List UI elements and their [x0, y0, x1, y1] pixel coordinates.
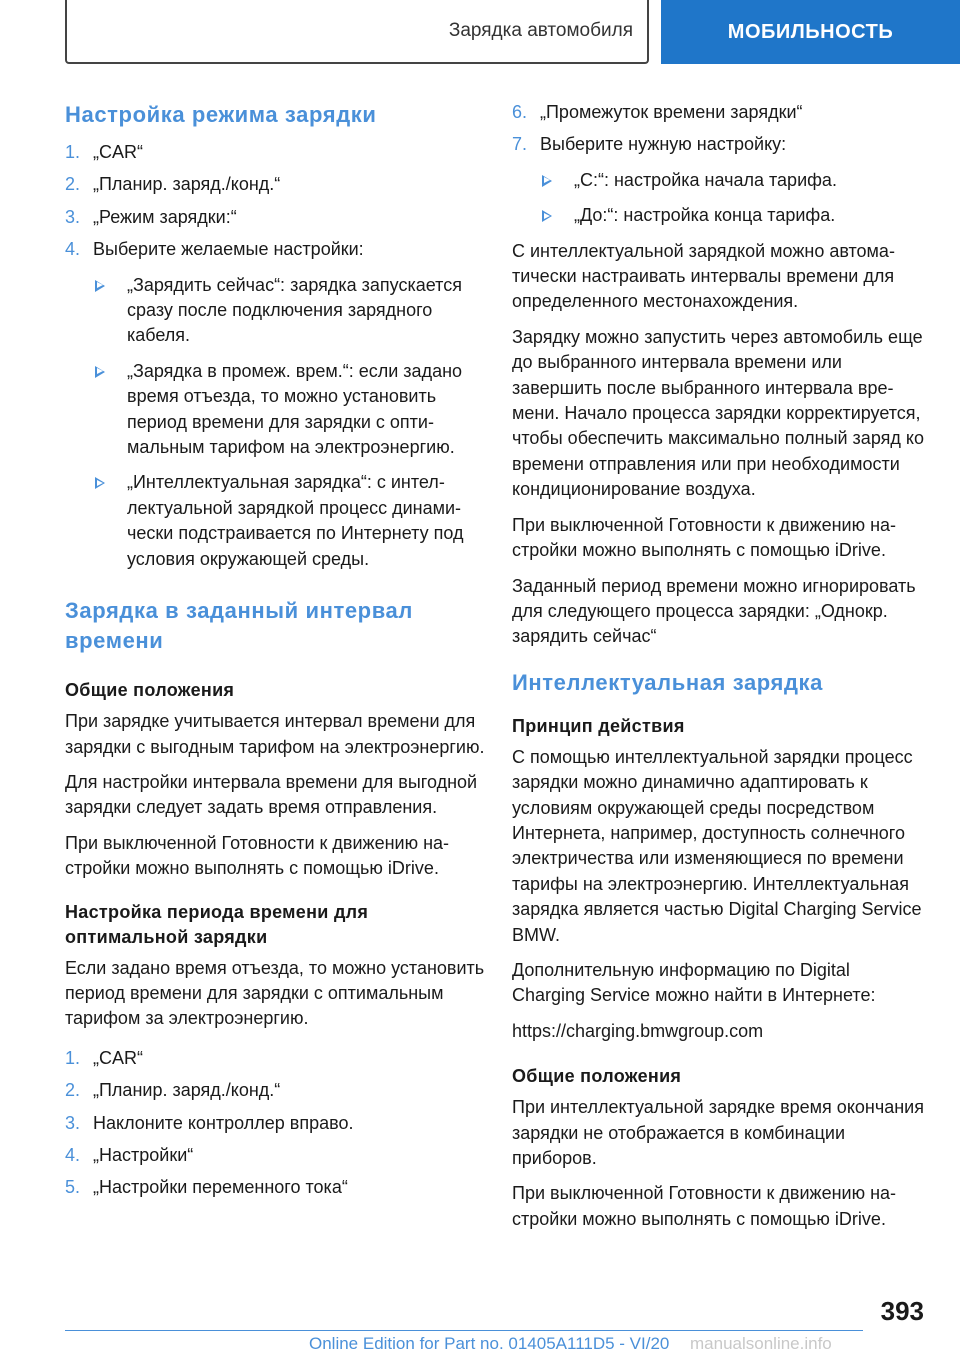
list-text: „Настройки переменного тока“	[93, 1177, 348, 1198]
paragraph: Дополнительную информацию по Digital Charging Service можно найти в Интернете:	[512, 959, 876, 1006]
paragraph: Зарядку можно запустить через автомобиль еще до выбранного интервала времени или завершить после выбранного интервала времени. Начало процесса зарядки корректируется, чтобы обеспечить максимально полный заряд ко времени отправления или при необходимости кондиционирование воздуха.	[512, 326, 924, 500]
list-text: Выберите желаемые настройки:	[93, 239, 364, 260]
right-column	[512, 100, 924, 1242]
list-item	[65, 1175, 485, 1200]
list-number: 1.	[65, 142, 81, 162]
option-text: „Интеллектуальная зарядка“: с интеллектуальной зарядкой процесс динамически подстраивается по Интернету под условия окружающей среды.	[127, 472, 464, 569]
triangle-bullet-icon	[542, 175, 552, 187]
paragraph: С интеллектуальной зарядкой можно автоматически настраивать интервалы времени для определенного местонахождения.	[512, 240, 895, 312]
list-item	[65, 1143, 485, 1168]
option-text: „До:“: настройка конца тарифа.	[574, 205, 836, 226]
list-text: „Промежуток времени зарядки“	[540, 102, 803, 122]
header-chapter-title: МОБИЛЬНОСТЬ	[727, 20, 894, 43]
triangle-bullet-icon	[95, 366, 105, 378]
list-text: „Режим зарядки:“	[93, 206, 237, 227]
subheading-principle: Принцип действия	[512, 715, 685, 736]
subheading-general: Общие положения	[65, 680, 235, 701]
list-item	[65, 140, 485, 165]
paragraph: Заданный период времени можно игнорировать для следующего процесса зарядки: „Однокр. зарядить сейчас“	[512, 575, 916, 647]
list-number: 3.	[65, 1112, 81, 1133]
options-list-1	[65, 273, 485, 572]
list-text: „CAR“	[93, 142, 143, 162]
list-text: „Планир. заряд./конд.“	[93, 174, 281, 195]
list-text: Наклоните контроллер вправо.	[93, 1112, 354, 1133]
list-item	[512, 100, 924, 125]
list-item	[65, 1046, 485, 1071]
list-text: „Планир. заряд./конд.“	[93, 1080, 281, 1101]
list-number: 5.	[65, 1177, 81, 1198]
list-item	[65, 237, 485, 262]
paragraph: При зарядке учитывается интервал времени для зарядки с выгодным тарифом на электроэнергию.	[65, 711, 485, 757]
list-item	[65, 1078, 485, 1103]
page-number: 393	[880, 1296, 924, 1326]
list-text: „CAR“	[93, 1047, 143, 1068]
option-item	[512, 168, 924, 193]
triangle-bullet-icon	[95, 280, 105, 292]
paragraph: Если задано время отъезда, то можно установить период времени для зарядки с оптимальным тарифом за электроэнергию.	[65, 957, 485, 1029]
heading-smart-charging: Интеллектуальная зарядка	[512, 669, 823, 695]
paragraph: Для настройки интервала времени для выгодной зарядки следует задать время отправления.	[65, 771, 478, 818]
list-number: 1.	[65, 1047, 81, 1068]
option-item	[512, 203, 924, 228]
triangle-bullet-icon	[542, 210, 552, 222]
footer-divider	[65, 1330, 863, 1331]
header-chapter-tab	[661, 0, 960, 64]
option-text: „Зарядка в промеж. врем.“: если задано время отъезда, то можно установить период времени для зарядки с оптимальным тарифом на электроэнергию.	[127, 360, 463, 458]
list-text: „Настройки“	[93, 1144, 194, 1165]
option-text: „С:“: настройка начала тарифа.	[574, 169, 837, 190]
list-number: 4.	[65, 1144, 81, 1165]
list-number: 4.	[65, 239, 81, 260]
charging-url: https://charging.bmwgroup.com	[512, 1020, 764, 1041]
footer-edition: Online Edition for Part no. 01405A111D5 - VI/20	[309, 1334, 670, 1353]
footer-watermark: manualsonline.info	[690, 1334, 832, 1353]
steps-list-2	[65, 1046, 485, 1201]
steps-list-3	[512, 100, 924, 158]
list-item	[65, 205, 485, 230]
steps-list-1	[65, 140, 485, 263]
subheading-optimal-period: Настройка периода времени для оптимальной зарядки	[65, 901, 369, 947]
header-section-tab	[65, 0, 649, 64]
list-number: 2.	[65, 174, 81, 195]
list-text: Выберите нужную настройку:	[540, 134, 787, 155]
list-item	[65, 1111, 485, 1136]
list-item	[65, 172, 485, 197]
paragraph: При интеллектуальной зарядке время окончания зарядки не отображается в комбинации приборов.	[512, 1097, 924, 1168]
heading-charge-mode: Настройка режима зарядки	[65, 102, 377, 127]
options-list-2	[512, 168, 924, 229]
option-item	[65, 359, 485, 461]
subheading-general-2: Общие положения	[512, 1066, 682, 1087]
paragraph: При выключенной Готовности к движению настройки можно выполнять с помощью iDrive.	[65, 832, 450, 879]
paragraph: С помощью интеллектуальной зарядки процесс зарядки можно динамично адаптировать к условиям окружающей среды посредством Интернета, например, доступность солнечного электричества или изменяющиеся по времени тарифы на электроэнергию. Интеллектуальная зарядка является частью Digital Charging Service BMW.	[512, 746, 922, 945]
list-number: 3.	[65, 206, 81, 227]
option-item	[65, 470, 485, 572]
list-number: 2.	[65, 1080, 81, 1101]
paragraph: При выключенной Готовности к движению настройки можно выполнять с помощью iDrive.	[512, 1183, 897, 1229]
list-item	[512, 132, 924, 157]
paragraph: При выключенной Готовности к движению настройки можно выполнять с помощью iDrive.	[512, 514, 897, 561]
heading-interval-charging: Зарядка в заданный интервал времени	[65, 598, 413, 654]
triangle-bullet-icon	[95, 477, 105, 489]
header-section-title: Зарядка автомобиля	[448, 20, 633, 41]
left-column	[65, 100, 485, 1211]
option-item	[65, 273, 485, 349]
list-number: 7.	[512, 134, 528, 155]
option-text: „Зарядить сейчас“: зарядка запускается сразу после подключения зарядного кабеля.	[127, 274, 462, 346]
list-number: 6.	[512, 102, 528, 122]
